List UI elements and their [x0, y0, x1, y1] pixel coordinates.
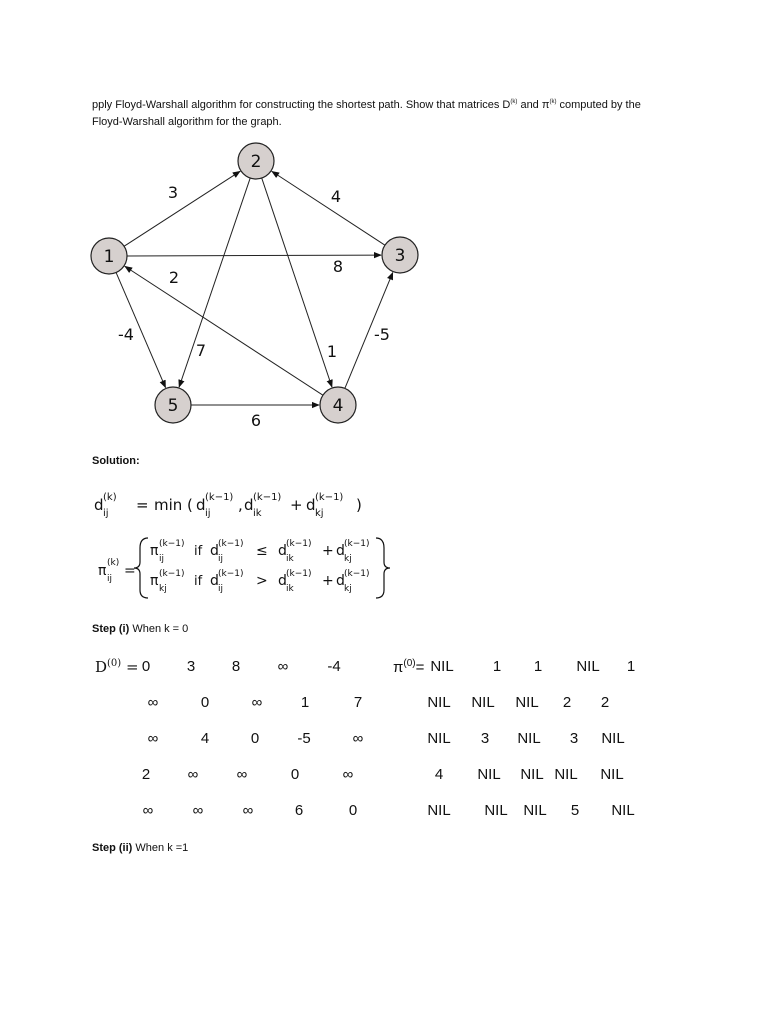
d0-cell: 0	[290, 766, 300, 783]
r2-plus: +	[322, 573, 334, 589]
d0-cell: 4	[200, 730, 210, 747]
sup-k: (k)	[103, 492, 117, 503]
r1-d-sup: (k−1)	[218, 539, 244, 549]
r1-sub-ij: ij	[159, 554, 165, 564]
d0-cell: ∞	[142, 802, 154, 819]
sub-ij-2: ij	[205, 508, 211, 519]
d0-cell: 0	[250, 730, 260, 747]
sup-km1-2: (k−1)	[253, 492, 282, 503]
d0-cell: 1	[300, 694, 310, 711]
d0-cell: 7	[353, 694, 363, 711]
d0-cell: ∞	[187, 766, 199, 783]
pi0-cell: NIL	[523, 802, 547, 819]
r2-sub-kj: kj	[159, 584, 167, 594]
plus: +	[290, 496, 303, 514]
predecessor-formula	[88, 530, 398, 605]
superscript-k: (k)	[510, 99, 518, 105]
pi0-cell: 3	[480, 730, 490, 747]
pi0-cell: NIL	[517, 730, 541, 747]
edge-weight-4-3: -5	[374, 325, 390, 344]
r2-dik-sup: (k−1)	[286, 569, 312, 579]
pi0-cell: 2	[600, 694, 610, 711]
r1-d: d	[210, 543, 219, 559]
pi-ij: π	[150, 543, 159, 559]
intro-text: pply Floyd-Warshall algorithm for constructing the shortest path. Show that matrices D	[92, 99, 511, 111]
edge-weight-2-5: 7	[195, 341, 207, 360]
pi0-cell: NIL	[601, 730, 625, 747]
pi-equals: =	[124, 563, 136, 579]
edge-3-2	[272, 171, 385, 245]
d0-cell: 0	[141, 658, 151, 675]
pi-sup-k: (k)	[107, 558, 120, 568]
pi0-cell: 3	[569, 730, 579, 747]
sup-km1-3: (k−1)	[315, 492, 344, 503]
node-label-1: 1	[103, 247, 115, 267]
d0-label	[95, 658, 139, 676]
step-ii	[92, 842, 188, 854]
gt-sign: >	[256, 573, 268, 589]
r1-dkj-sup: (k−1)	[344, 539, 370, 549]
node-label-3: 3	[394, 246, 406, 266]
solution-label: Solution:	[92, 455, 140, 467]
step-i-text: When k = 0	[129, 623, 189, 635]
d0-cell: ∞	[147, 694, 159, 711]
pi0-cell: NIL	[471, 694, 495, 711]
node-label-5: 5	[167, 396, 179, 416]
r2-dkj-sup: (k−1)	[344, 569, 370, 579]
pi0-cell: NIL	[576, 658, 600, 675]
r1-sup: (k−1)	[159, 539, 185, 549]
r2-d-sub: ij	[218, 584, 224, 594]
pi0-cell: 4	[434, 766, 444, 783]
r2-dik-sub: ik	[286, 584, 294, 594]
d0-cell: ∞	[342, 766, 354, 783]
edge-weight-1-2: 3	[167, 183, 179, 202]
d0-cell: -4	[327, 658, 341, 675]
r1-if: if	[194, 544, 203, 559]
d0-cell: 3	[186, 658, 196, 675]
d0-cell: ∞	[242, 802, 254, 819]
pi0-cell: 1	[533, 658, 543, 675]
edge-1-3	[127, 255, 381, 256]
d0-cell: ∞	[251, 694, 263, 711]
r1-dik: d	[278, 543, 287, 559]
r1-dik-sub: ik	[286, 554, 294, 564]
pi0-cell: NIL	[554, 766, 578, 783]
sup-km1: (k−1)	[205, 492, 234, 503]
pi0-cell: NIL	[520, 766, 544, 783]
edge-1-2	[124, 171, 240, 246]
edge-2-4	[262, 178, 332, 387]
pi0-cell: 5	[570, 802, 580, 819]
pi0-eq: =	[415, 659, 425, 676]
le-sign: ≤	[256, 543, 268, 559]
d0-cell: ∞	[236, 766, 248, 783]
d0-letter: D	[95, 658, 108, 676]
r1-dkj: d	[336, 543, 345, 559]
pi0-cell: NIL	[427, 802, 451, 819]
pi0-cell: NIL	[600, 766, 624, 783]
d0-cell: ∞	[192, 802, 204, 819]
min-word: min (	[154, 496, 193, 514]
equals: =	[136, 496, 149, 514]
r2-sup: (k−1)	[159, 569, 185, 579]
graph-diagram	[0, 0, 768, 450]
pi0-cell: NIL	[477, 766, 501, 783]
r1-d-sub: ij	[218, 554, 224, 564]
r2-d: d	[210, 573, 219, 589]
step-ii-label: Step (ii)	[92, 842, 133, 854]
pi0-label	[393, 658, 424, 676]
pi0-cell: NIL	[484, 802, 508, 819]
d0-cell: 6	[294, 802, 304, 819]
pi0-cell: NIL	[430, 658, 454, 675]
edge-weight-3-2: 4	[330, 187, 342, 206]
left-brace	[134, 538, 148, 598]
intro-and-pi: and π	[517, 99, 550, 111]
pi0-cell: NIL	[427, 694, 451, 711]
superscript-k-2: (k)	[549, 99, 557, 105]
r1-plus: +	[322, 543, 334, 559]
sub-ik: ik	[253, 508, 262, 519]
node-label-2: 2	[250, 152, 262, 172]
d0-cell: 2	[141, 766, 151, 783]
close-paren: )	[356, 496, 362, 514]
pi0-cell: NIL	[427, 730, 451, 747]
pi-sub-ij: ij	[107, 574, 113, 584]
edge-weight-2-4: 1	[326, 342, 338, 361]
d0-cell: 8	[231, 658, 241, 675]
edge-weight-4-1: 2	[168, 268, 180, 287]
right-brace	[376, 538, 390, 598]
d-kj: d	[306, 496, 316, 514]
d0-cell: ∞	[352, 730, 364, 747]
edge-4-1	[125, 266, 323, 395]
r1-dkj-sub: kj	[344, 554, 352, 564]
edge-2-5	[179, 178, 250, 387]
r2-d-sup: (k−1)	[218, 569, 244, 579]
d0-cell: ∞	[277, 658, 289, 675]
pi-lhs: π	[98, 563, 107, 579]
edge-weight-1-3: 8	[332, 257, 344, 276]
d0-sup: (0)	[107, 658, 122, 669]
d0-cell: 0	[348, 802, 358, 819]
d0-cell: -5	[297, 730, 311, 747]
pi-kj: π	[150, 573, 159, 589]
d-ik: d	[244, 496, 254, 514]
pi0-cell: NIL	[611, 802, 635, 819]
pi0-cell: NIL	[515, 694, 539, 711]
d0-cell: 0	[200, 694, 210, 711]
sub-ij: ij	[103, 508, 109, 519]
step-i	[92, 623, 188, 635]
pi0-cell: 2	[562, 694, 572, 711]
r2-if: if	[194, 574, 203, 589]
r2-dik: d	[278, 573, 287, 589]
step-i-label: Step (i)	[92, 623, 130, 635]
r1-dik-sup: (k−1)	[286, 539, 312, 549]
pi0-cell: 1	[626, 658, 636, 675]
comma: ,	[238, 496, 243, 514]
d0-cell: ∞	[147, 730, 159, 747]
pi0-letter: π	[393, 659, 404, 676]
edge-weight-5-4: 6	[250, 411, 262, 430]
pi0-cell: 1	[492, 658, 502, 675]
step-ii-text: When k =1	[132, 842, 189, 854]
d-ij: d	[196, 496, 206, 514]
intro-text-line2: Floyd-Warshall algorithm for the graph.	[92, 116, 282, 128]
intro-text-end: computed by the	[556, 99, 641, 111]
r2-dkj: d	[336, 573, 345, 589]
sub-kj: kj	[315, 508, 324, 519]
distance-formula	[88, 485, 408, 525]
d-symbol: d	[94, 496, 104, 514]
edge-weight-1-5: -4	[118, 325, 134, 344]
r2-dkj-sub: kj	[344, 584, 352, 594]
d0-eq: =	[121, 658, 139, 676]
node-label-4: 4	[332, 396, 344, 416]
pi0-sup: (0)	[403, 658, 416, 669]
